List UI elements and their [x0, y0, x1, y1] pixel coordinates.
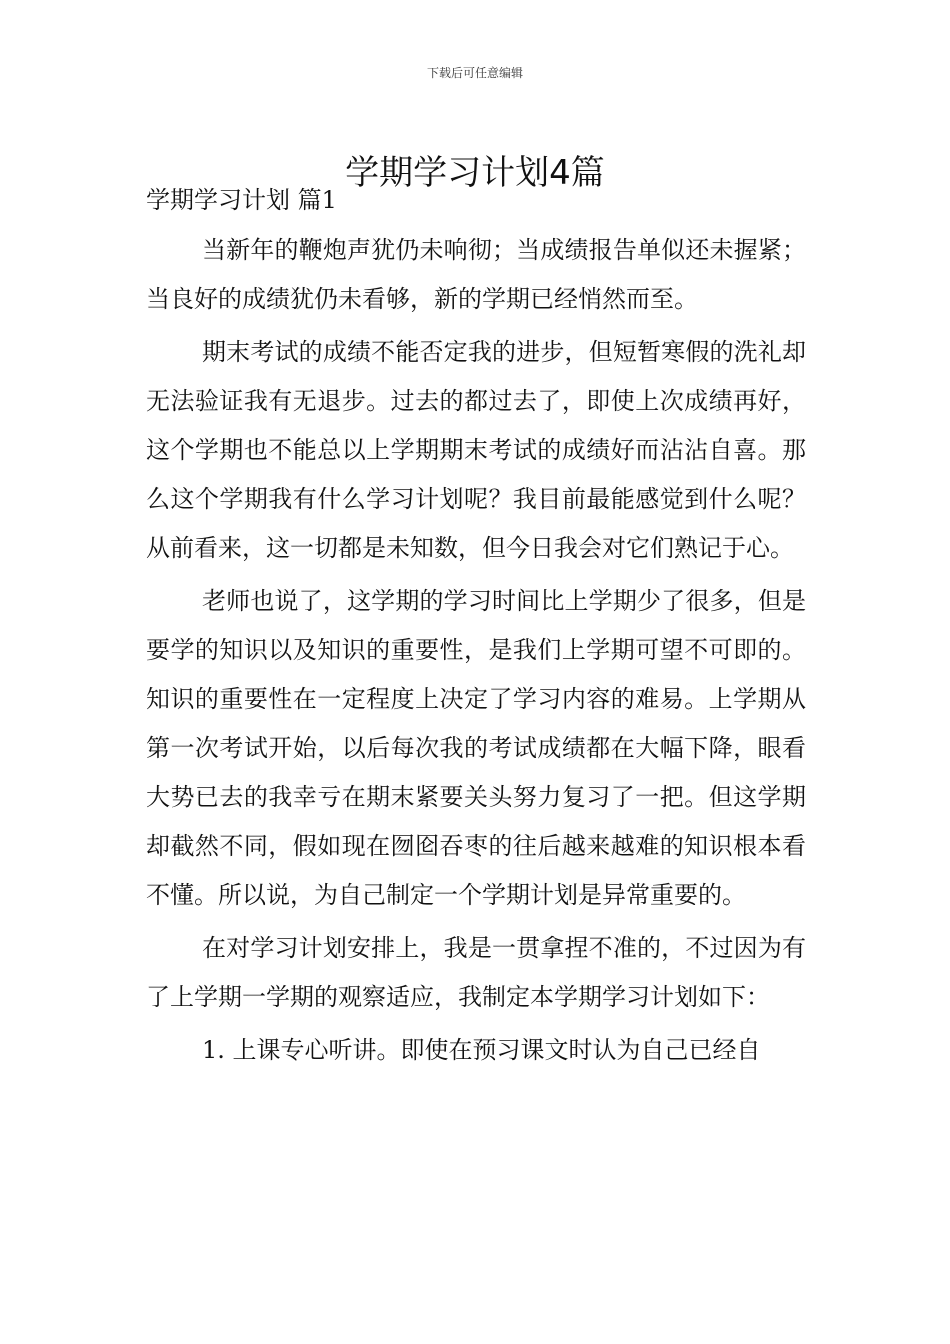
document-title: 学期学习计划4篇 — [345, 152, 605, 193]
document-body — [146, 226, 806, 1079]
paragraph: 期末考试的成绩不能否定我的进步，但短暂寒假的洗礼却无法验证我有无退步。过去的都过去了，即使上次成绩再好，这个学期也不能总以上学期期末考试的成绩好而沾沾自喜。那么这个学期我有什么学习计划呢？我目前最能感觉到什么呢？从前看来，这一切都是未知数，但今日我会对它们熟记于心。 — [146, 338, 806, 562]
section-heading: 学期学习计划 篇1 — [146, 186, 337, 214]
header-note: 下载后可任意编辑 — [426, 66, 523, 80]
paragraph: 1. 上课专心听讲。即使在预习课文时认为自己已经自 — [202, 1036, 761, 1064]
paragraph: 老师也说了，这学期的学习时间比上学期少了很多，但是要学的知识以及知识的重要性，是我们上学期可望不可即的。知识的重要性在一定程度上决定了学习内容的难易。上学期从第一次考试开始，以后每次我的考试成绩都在大幅下降，眼看大势已去的我幸亏在期末紧要关头努力复习了一把。但这学期却截然不同，假如现在囫囵吞枣的往后越来越难的知识根本看不懂。所以说，为自己制定一个学期计划是异常重要的。 — [146, 587, 806, 909]
paragraph: 在对学习计划安排上，我是一贯拿捏不准的，不过因为有了上学期一学期的观察适应，我制定本学期学习计划如下： — [146, 934, 806, 1011]
paragraph: 当新年的鞭炮声犹仍未响彻；当成绩报告单似还未握紧；当良好的成绩犹仍未看够，新的学期已经悄然而至。 — [146, 236, 806, 313]
